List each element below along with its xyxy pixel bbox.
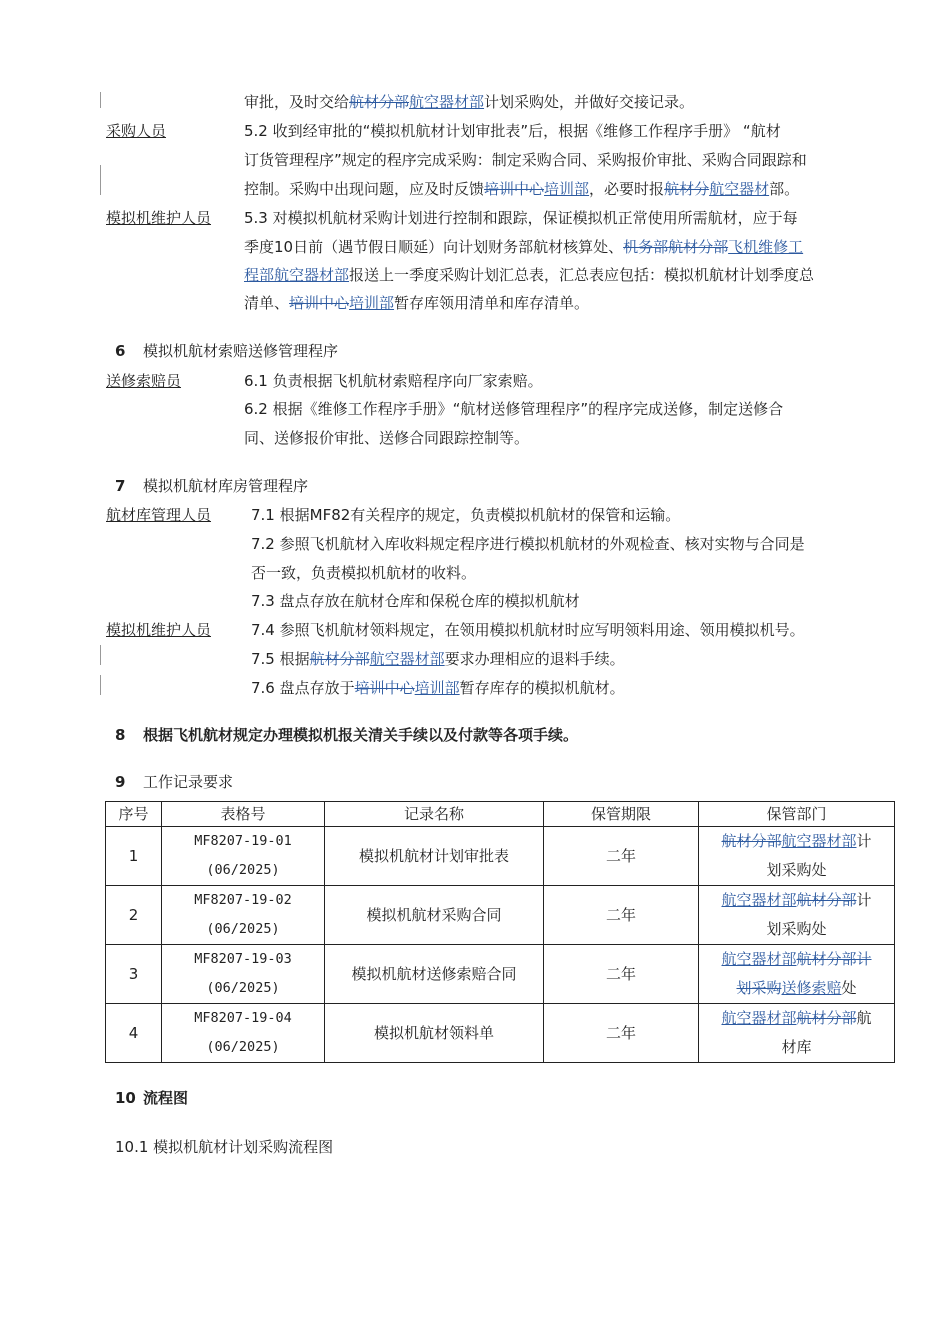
cell-dept [699, 1004, 895, 1063]
table-row [106, 827, 895, 886]
cell-period: 二年 [544, 1004, 699, 1063]
section-number: 7 [115, 477, 126, 495]
inserted-text: 培训部 [414, 679, 460, 697]
deleted-text: 航材分 [664, 180, 710, 198]
paragraph-6-2-line1: 6.2 根据《维修工作程序手册》“航材送修管理程序”的程序完成送修，制定送修合 [244, 400, 784, 418]
cell-no: 4 [106, 1004, 162, 1063]
text: 报送上一季度采购计划汇总表，汇总表应包括：模拟机航材计划季度总 [349, 266, 815, 284]
deleted-text: 航材分部计 [796, 950, 872, 968]
column-header: 保管期限 [544, 802, 699, 827]
section-number: 10 [115, 1089, 136, 1107]
paragraph-5-3-line2 [244, 237, 803, 257]
paragraph-5-3-line3 [244, 265, 814, 285]
inserted-text: 程部航空器材部 [244, 266, 350, 284]
cell-period: 二年 [544, 827, 699, 886]
text: 计划采购处，并做好交接记录。 [484, 93, 695, 111]
paragraph-7-2-line1: 7.2 参照飞机航材入库收料规定程序进行模拟机航材的外观检查、核对实物与合同是 [251, 535, 805, 553]
deleted-text: 划采购 [736, 979, 782, 997]
table-row [106, 886, 895, 945]
section-title: 工作记录要求 [143, 773, 234, 791]
paragraph-7-3: 7.3 盘点存放在航材仓库和保税仓库的模拟机航材 [251, 592, 580, 610]
deleted-text: 航材分部 [796, 1009, 857, 1027]
role-label-maintenance: 模拟机维护人员 [106, 209, 212, 227]
text: 清单、 [244, 294, 290, 312]
text: 暂存库存的模拟机航材。 [459, 679, 625, 697]
paragraph-line [244, 92, 694, 112]
column-header: 表格号 [162, 802, 325, 827]
paragraph-5-2-line2: 订货管理程序”规定的程序完成采购：制定采购合同、采购报价审批、采购合同跟踪和 [244, 151, 807, 169]
section-title: 流程图 [143, 1089, 189, 1107]
section-title: 模拟机航材索赔送修管理程序 [143, 342, 339, 360]
subsection-title: 10.1 模拟机航材计划采购流程图 [115, 1138, 334, 1156]
inserted-text: 送修索赔 [781, 979, 842, 997]
form-code: MF8207-19-02 [194, 892, 292, 908]
column-header: 序号 [106, 802, 162, 827]
column-header: 保管部门 [699, 802, 895, 827]
cell-dept [699, 886, 895, 945]
role-label-store: 航材库管理人员 [106, 506, 212, 524]
inserted-text: 飞机维修工 [728, 238, 804, 256]
text: 计 [856, 891, 872, 909]
deleted-text: 航材分部 [721, 832, 782, 850]
inserted-text: 培训部 [544, 180, 590, 198]
paragraph-5-2-line3 [244, 179, 799, 199]
paragraph-5-3-line4 [244, 293, 589, 313]
cell-code [162, 1004, 325, 1063]
deleted-text: 培训中心 [289, 294, 350, 312]
column-header: 记录名称 [325, 802, 544, 827]
role-label-repair: 送修索赔员 [106, 372, 182, 390]
section-title: 根据飞机航材规定办理模拟机报关清关手续以及付款等各项手续。 [143, 726, 579, 744]
inserted-text: 航空器材部 [409, 93, 485, 111]
deleted-text: 航材分部 [349, 93, 410, 111]
section-number: 9 [115, 773, 126, 791]
inserted-text: 航空器材部 [721, 950, 797, 968]
text: 季度10日前（遇节假日顺延）向计划财务部航材核算处、 [244, 238, 624, 256]
inserted-text: 航空器材部 [721, 891, 797, 909]
inserted-text: 航空器材 [709, 180, 770, 198]
role-label-purchase: 采购人员 [106, 122, 167, 140]
text: 材库 [781, 1038, 812, 1056]
text: 计 [856, 832, 872, 850]
change-bar [100, 645, 101, 665]
cell-period: 二年 [544, 886, 699, 945]
inserted-text: 航空器材部 [369, 650, 445, 668]
paragraph-5-2-line1: 5.2 收到经审批的“模拟机航材计划审批表”后，根据《维修工作程序手册》 “航材 [244, 122, 781, 140]
text: 7.5 根据 [251, 650, 310, 668]
deleted-text: 培训中心 [354, 679, 415, 697]
text: 控制。采购中出现问题，应及时反馈 [244, 180, 485, 198]
text: 7.6 盘点存放于 [251, 679, 355, 697]
cell-dept [699, 945, 895, 1004]
paragraph-7-2-line2: 否一致，负责模拟机航材的收料。 [251, 564, 477, 582]
change-bar [100, 165, 101, 195]
cell-no: 1 [106, 827, 162, 886]
form-code: MF8207-19-04 [194, 1010, 292, 1026]
table-row [106, 1004, 895, 1063]
cell-name: 模拟机航材采购合同 [325, 886, 544, 945]
cell-code [162, 827, 325, 886]
paragraph-6-1: 6.1 负责根据飞机航材索赔程序向厂家索赔。 [244, 372, 543, 390]
cell-name: 模拟机航材送修索赔合同 [325, 945, 544, 1004]
form-version: (06/2025) [206, 862, 280, 878]
deleted-text: 机务部航材分部 [623, 238, 729, 256]
cell-no: 2 [106, 886, 162, 945]
inserted-text: 航空器材部 [721, 1009, 797, 1027]
paragraph-7-1: 7.1 根据MF82有关程序的规定，负责模拟机航材的保管和运输。 [251, 506, 681, 524]
change-bar [100, 92, 101, 108]
form-code: MF8207-19-03 [194, 951, 292, 967]
form-code: MF8207-19-01 [194, 833, 292, 849]
paragraph-7-5 [251, 649, 625, 669]
form-version: (06/2025) [206, 1039, 280, 1055]
text: 航 [856, 1009, 872, 1027]
text: 审批，及时交给 [244, 93, 350, 111]
text: 暂存库领用清单和库存清单。 [394, 294, 590, 312]
change-bar [100, 675, 101, 695]
text: 部。 [769, 180, 800, 198]
deleted-text: 航材分部 [796, 891, 857, 909]
cell-code [162, 886, 325, 945]
text: 划采购处 [766, 920, 827, 938]
cell-name: 模拟机航材计划审批表 [325, 827, 544, 886]
records-table [105, 801, 895, 1063]
deleted-text: 培训中心 [484, 180, 545, 198]
form-version: (06/2025) [206, 980, 280, 996]
table-row [106, 945, 895, 1004]
text: 划采购处 [766, 861, 827, 879]
inserted-text: 航空器材部 [781, 832, 857, 850]
text: ，必要时报 [589, 180, 665, 198]
text: 要求办理相应的退料手续。 [444, 650, 625, 668]
deleted-text: 航材分部 [309, 650, 370, 668]
paragraph-7-6 [251, 678, 625, 698]
paragraph-6-2-line2: 同、送修报价审批、送修合同跟踪控制等。 [244, 429, 530, 447]
cell-period: 二年 [544, 945, 699, 1004]
role-label-maintenance: 模拟机维护人员 [106, 621, 212, 639]
section-title: 模拟机航材库房管理程序 [143, 477, 309, 495]
paragraph-7-4: 7.4 参照飞机航材领料规定，在领用模拟机航材时应写明领料用途、领用模拟机号。 [251, 621, 805, 639]
section-number: 8 [115, 726, 126, 744]
cell-dept [699, 827, 895, 886]
form-version: (06/2025) [206, 921, 280, 937]
cell-name: 模拟机航材领料单 [325, 1004, 544, 1063]
text: 处 [841, 979, 857, 997]
paragraph-5-3-line1: 5.3 对模拟机航材采购计划进行控制和跟踪，保证模拟机正常使用所需航材，应于每 [244, 209, 798, 227]
cell-no: 3 [106, 945, 162, 1004]
section-number: 6 [115, 342, 126, 360]
table-header-row [106, 802, 895, 827]
inserted-text: 培训部 [349, 294, 395, 312]
cell-code [162, 945, 325, 1004]
